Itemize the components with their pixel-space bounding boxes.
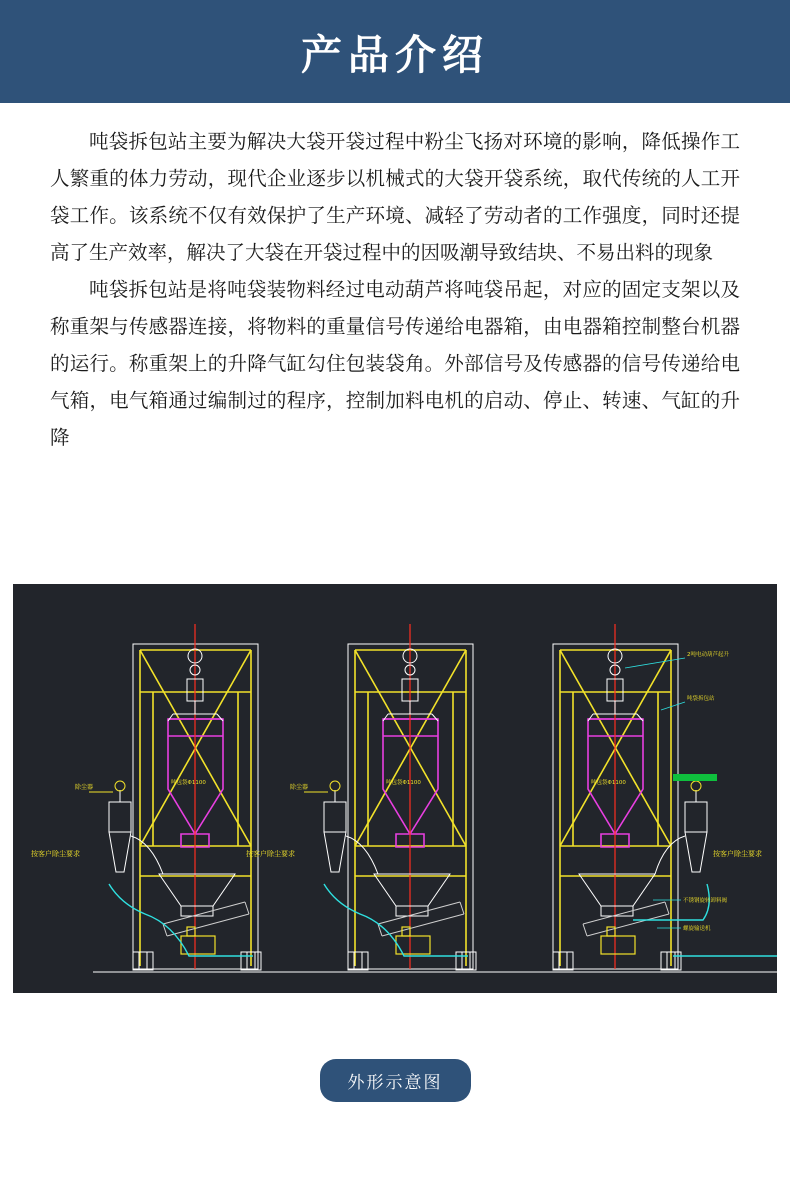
label-conveyor: 螺旋输送机 [683,926,711,932]
page-header-banner [0,0,790,103]
label-dust-left: 除尘器 [75,784,94,791]
label-discharge: 不锈钢旋转卸料阀 [683,898,728,904]
product-diagram [13,584,777,993]
label-bag-1: 吨包袋Φ1100 [171,780,206,786]
label-bag-3: 吨包袋Φ1100 [591,780,626,786]
figure-caption: 外形示意图 [320,1059,471,1102]
figure-caption-row [0,1059,790,1102]
paragraph-2: 吨袋拆包站是将吨袋装物料经过电动葫芦将吨袋吊起，对应的固定支架以及称重架与传感器连接，将物料的重量信号传递给电器箱，由电器箱控制整台机器的运行。称重架上的升降气缸勾住包装袋角。外部信号及传感器的信号传递给电气箱，电气箱通过编制过的程序，控制加料电机的启动、停止、转速、气缸的升降 [50,278,740,449]
label-dust-mid: 除尘器 [290,784,309,791]
page-title: 产品介绍 [301,31,489,79]
label-dust-note-right: 按客户除尘要求 [713,850,762,858]
label-bag-2: 吨包袋Φ1100 [386,780,421,786]
label-dust-note-left: 按客户除尘要求 [31,850,80,858]
label-frame: 吨袋拆包站 [687,696,715,702]
paragraph-1: 吨袋拆包站主要为解决大袋开袋过程中粉尘飞扬对环境的影响，降低操作工人繁重的体力劳动，现代企业逐步以机械式的大袋开袋系统，取代传统的人工开袋工作。该系统不仅有效保护了生产环境、减轻了劳动者的工作强度，同时还提高了生产效率，解决了大袋在开袋过程中的因吸潮导致结块、不易出料的现象 [50,130,740,264]
product-description [0,103,790,456]
diagram-canvas [13,584,777,993]
diagram-background [13,584,777,993]
label-dust-note-mid: 按客户除尘要求 [246,850,295,858]
label-hoist: 2吨电动葫芦起升 [687,652,729,658]
